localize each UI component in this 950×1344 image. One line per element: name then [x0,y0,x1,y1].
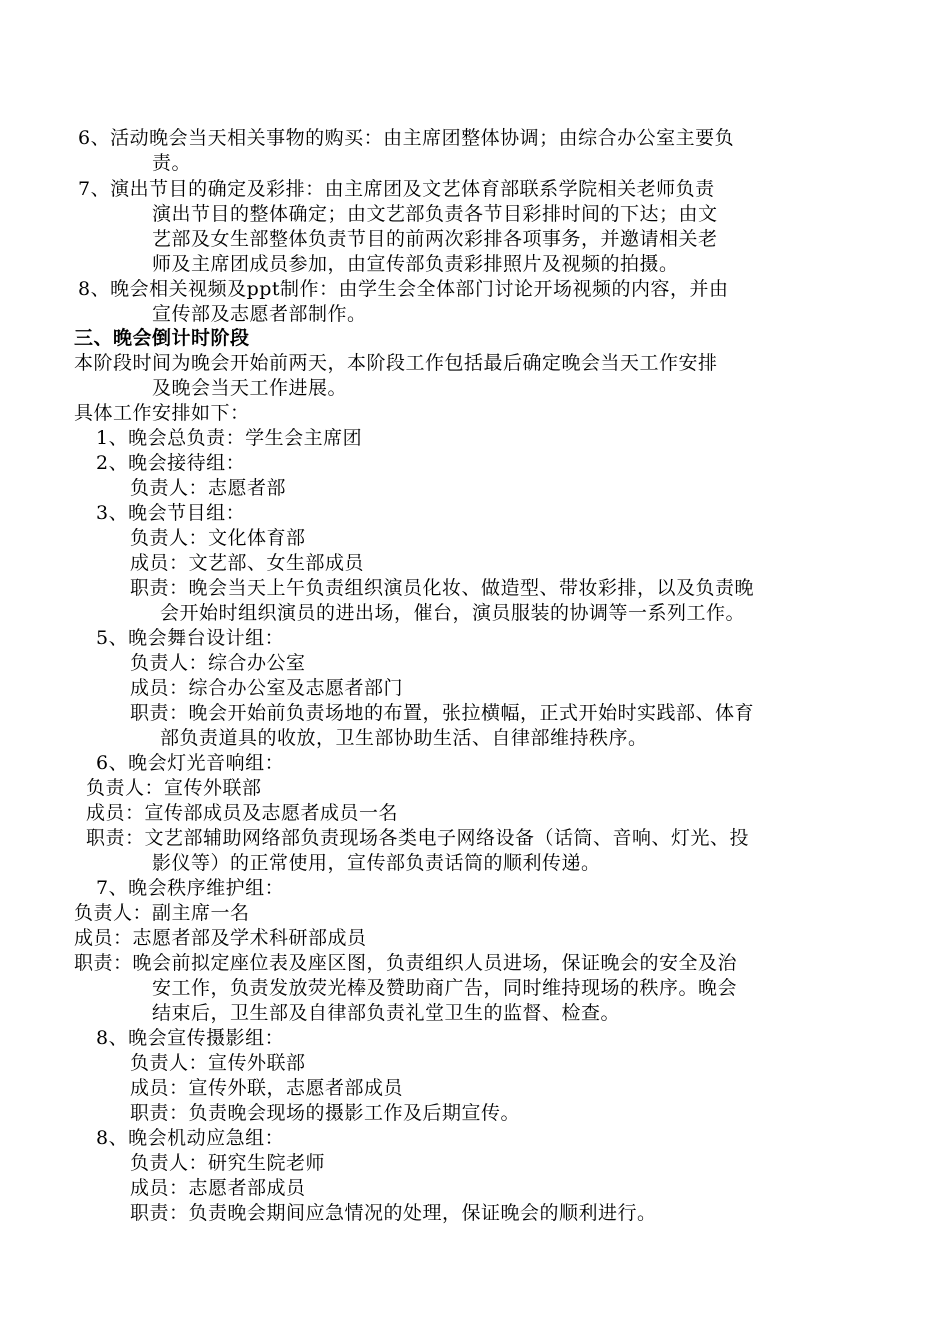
group-8a-duty: 职责：负责晚会现场的摄影工作及后期宣传。 [130,1102,521,1124]
group-7-title: 7、晚会秩序维护组： [96,877,285,899]
group-8b-duty: 职责：负责晚会期间应急情况的处理，保证晚会的顺利进行。 [130,1202,657,1224]
group-3-duty-line-1: 职责：晚会当天上午负责组织演员化妆、做造型、带妆彩排，以及负责晚 [130,577,755,599]
group-7-leader: 负责人：副主席一名 [74,902,250,924]
group-5-duty-line-1: 职责：晚会开始前负责场地的布置，张拉横幅，正式开始时实践部、体育 [130,702,755,724]
group-5-leader: 负责人：综合办公室 [130,652,306,674]
group-7-duty-line-2: 安工作，负责发放荧光棒及赞助商广告，同时维持现场的秩序。晚会 [152,977,738,999]
group-8b-title: 8、晚会机动应急组： [96,1127,285,1149]
group-6-duty-line-1: 职责：文艺部辅助网络部负责现场各类电子网络设备（话筒、音响、灯光、投 [86,827,750,849]
group-5-title: 5、晚会舞台设计组： [96,627,285,649]
group-8b-members: 成员：志愿者部成员 [130,1177,306,1199]
group-1-title: 1、晚会总负责：学生会主席团 [96,427,363,449]
item-7-line-3: 艺部及女生部整体负责节目的前两次彩排各项事务，并邀请相关老 [152,228,718,250]
group-8a-members: 成员：宣传外联，志愿者部成员 [130,1077,404,1099]
item-7-line-4: 师及主席团成员参加，由宣传部负责彩排照片及视频的拍摄。 [152,253,679,275]
item-7-line-1: 7、演出节目的确定及彩排：由主席团及文艺体育部联系学院相关老师负责 [78,178,715,200]
group-6-duty-line-2: 影仪等）的正常使用，宣传部负责话筒的顺利传递。 [152,852,601,874]
section-3-intro-line-2: 及晚会当天工作进展。 [152,377,348,399]
group-5-duty-line-2: 部负责道具的收放，卫生部协助生活、自律部维持秩序。 [160,727,648,749]
group-6-title: 6、晚会灯光音响组： [96,752,285,774]
group-2-leader: 负责人：志愿者部 [130,477,287,499]
section-3-heading: 三、晚会倒计时阶段 [74,327,250,349]
group-6-members: 成员：宣传部成员及志愿者成员一名 [86,802,399,824]
group-8a-title: 8、晚会宣传摄影组： [96,1027,285,1049]
group-7-members: 成员：志愿者部及学术科研部成员 [74,927,367,949]
arrangement-title: 具体工作安排如下： [74,402,250,424]
item-8-line-2: 宣传部及志愿者部制作。 [152,303,367,325]
item-7-line-2: 演出节目的整体确定；由文艺部负责各节目彩排时间的下达；由文 [152,203,718,225]
group-2-title: 2、晚会接待组： [96,452,246,474]
group-8a-leader: 负责人：宣传外联部 [130,1052,306,1074]
item-6-line-1: 6、活动晚会当天相关事物的购买：由主席团整体协调；由综合办公室主要负 [78,127,735,149]
item-6-line-2: 责。 [152,152,192,174]
group-7-duty-line-1: 职责：晚会前拟定座位表及座区图，负责组织人员进场，保证晚会的安全及治 [74,952,738,974]
section-3-intro-line-1: 本阶段时间为晚会开始前两天，本阶段工作包括最后确定晚会当天工作安排 [74,352,718,374]
group-3-members: 成员：文艺部、女生部成员 [130,552,365,574]
group-8b-leader: 负责人：研究生院老师 [130,1152,326,1174]
group-7-duty-line-3: 结束后，卫生部及自律部负责礼堂卫生的监督、检查。 [152,1002,621,1024]
group-5-members: 成员：综合办公室及志愿者部门 [130,677,404,699]
group-6-leader: 负责人：宣传外联部 [86,777,262,799]
item-8-line-1: 8、晚会相关视频及ppt制作：由学生会全体部门讨论开场视频的内容，并由 [78,278,729,300]
group-3-duty-line-2: 会开始时组织演员的进出场，催台，演员服装的协调等一系列工作。 [160,602,746,624]
group-3-leader: 负责人：文化体育部 [130,527,306,549]
group-3-title: 3、晚会节目组： [96,502,246,524]
